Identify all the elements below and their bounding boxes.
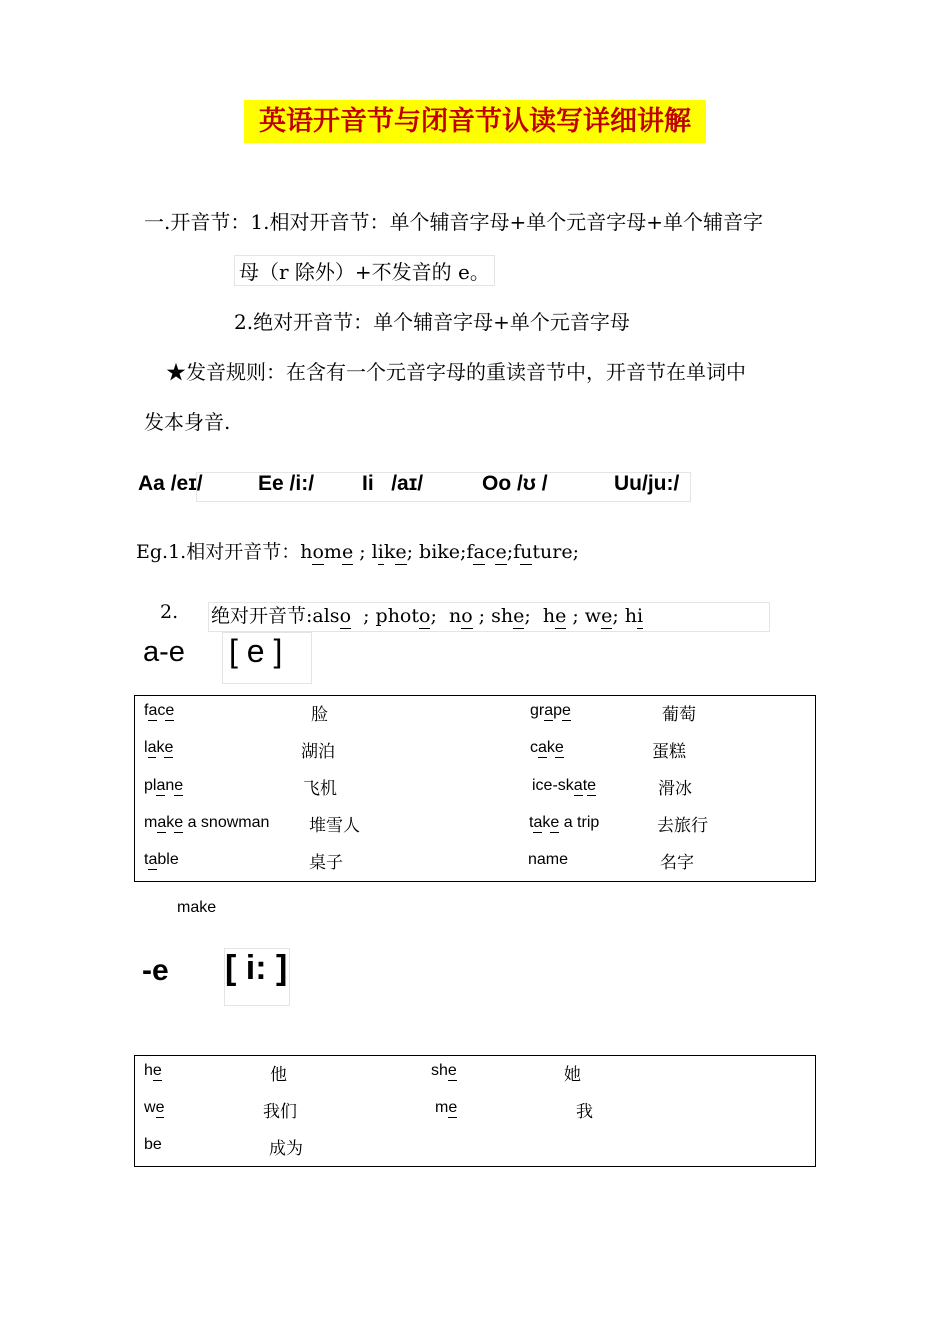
open-syllable-definition-line2: 母（r 除外）+不发音的 e。 [234,255,495,286]
open-syllable-definition-line1: 一.开音节：1.相对开音节：单个辅音字母+单个元音字母+单个辅音字 [144,210,763,234]
word-ice-skate-cn: 滑冰 [658,779,692,799]
word-cake-cn: 蛋糕 [652,742,686,762]
word-cake: cake [530,739,564,756]
vowel-o: Oo /ʊ / [482,472,548,495]
word-be: be [144,1136,162,1153]
table-a-e [134,695,816,882]
word-she-cn: 她 [564,1065,581,1085]
word-he-cn: 他 [270,1065,287,1085]
table-e [134,1055,816,1167]
example-relative-open: Eg.1.相对开音节：home ; like; bike;face;future; [136,541,579,563]
vowel-e: Ee /i:/ [258,472,315,495]
absolute-open-syllable-definition: 2.绝对开音节：单个辅音字母+单个元音字母 [234,310,630,334]
word-we: we [144,1099,165,1116]
phrase-make-a-snowman: make a snowman [144,814,270,831]
word-ice-skate: ice-skate [532,777,597,794]
word-me: me [435,1099,458,1116]
pattern-a-e: a-e [143,636,185,668]
vowel-a: Aa /eɪ/ [138,472,203,495]
word-plane-cn: 飞机 [303,779,337,799]
word-she: she [431,1062,457,1079]
word-lake: lake [144,739,174,756]
example-absolute-number: 2. [160,601,179,623]
ipa-i-long: [ i: ] [224,948,290,1006]
phrase-make-a-snowman-cn: 堆雪人 [309,816,360,836]
word-table: table [144,851,179,868]
pronunciation-rule-line2: 发本身音. [144,410,231,434]
word-be-cn: 成为 [269,1139,303,1159]
word-name-cn: 名字 [660,853,694,873]
word-he: he [144,1062,162,1079]
vowel-u: Uu/ju:/ [614,472,680,495]
word-name: name [528,851,569,868]
word-me-cn: 我 [576,1102,593,1122]
ipa-e-short: [ e ] [222,632,312,684]
vowel-i: Ii /aɪ/ [362,472,424,495]
word-lake-cn: 湖泊 [301,742,335,762]
note-make: make [177,899,217,916]
example-absolute-open: 绝对开音节:also ; photo; no ; she; he ; we; hi [211,605,644,627]
word-plane: plane [144,777,184,794]
word-grape: grape [530,702,571,719]
word-we-cn: 我们 [263,1102,297,1122]
word-face-cn: 脸 [311,705,328,725]
word-face: face [144,702,175,719]
word-table-cn: 桌子 [309,853,343,873]
pattern-e: -e [142,954,169,987]
phrase-take-a-trip-cn: 去旅行 [657,816,708,836]
word-grape-cn: 葡萄 [662,705,696,725]
page-title: 英语开音节与闭音节认读写详细讲解 [244,100,706,143]
pronunciation-rule-line1: ★发音规则：在含有一个元音字母的重读音节中，开音节在单词中 [166,360,746,384]
phrase-take-a-trip: take a trip [529,814,600,831]
